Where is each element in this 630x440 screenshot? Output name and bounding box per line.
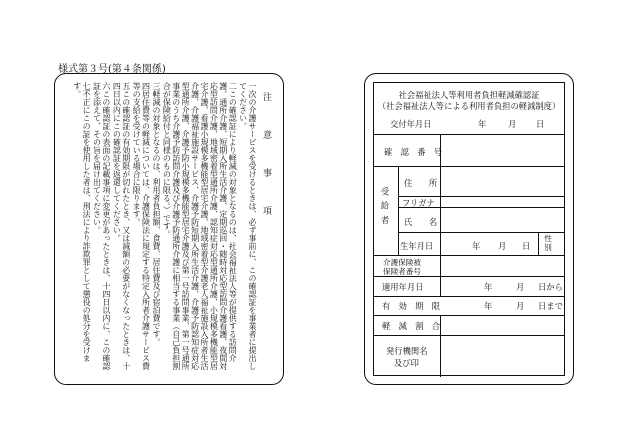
issuer-label-line1: 発行機関名 — [386, 346, 428, 356]
note-number: 七 — [82, 82, 92, 90]
note-item-7 — [72, 82, 91, 376]
note-number: 三 — [151, 82, 161, 90]
note-item-5 — [112, 82, 131, 376]
start-date-label: 適用年月日 — [382, 282, 424, 292]
issue-date-label: 交付年月日 — [390, 119, 432, 129]
issuer-label-line2: 及び印 — [394, 358, 419, 368]
note-number: 五 — [121, 82, 131, 90]
note-text: 軽減の対象となるのは、利用者負担額、食費、居住費及び宿泊費です。 — [151, 90, 161, 346]
note-number: 二 — [228, 82, 238, 90]
start-year-unit: 年 — [484, 282, 493, 292]
birth-day-unit: 日 — [522, 241, 531, 251]
name-label: 氏 名 — [404, 217, 438, 227]
note-item-4 — [132, 82, 151, 376]
furigana-label: フリガナ — [402, 198, 435, 208]
row-divider — [374, 315, 564, 316]
certificate-table — [373, 82, 565, 376]
row-divider — [374, 296, 564, 297]
note-number: 六 — [101, 82, 111, 90]
birth-year-unit: 年 — [472, 241, 481, 251]
column-divider — [440, 315, 441, 335]
column-divider — [440, 166, 441, 296]
issue-month-unit: 月 — [508, 119, 517, 129]
issue-year-unit: 年 — [478, 119, 487, 129]
row-divider — [374, 255, 564, 256]
row-divider — [398, 232, 564, 233]
birth-month-unit: 月 — [498, 241, 507, 251]
form-number-label: 様式第３号(第４条関係) — [58, 64, 166, 75]
birthdate-label: 生年月日 — [400, 241, 434, 251]
note-text: 居住費等の軽減については、介護保険法に規定する特定入所者介護サービス費等の支給を受けている場合に限ります。 — [132, 82, 151, 370]
issue-day-unit: 日 — [536, 119, 545, 129]
expiry-year-unit: 年 — [484, 301, 493, 311]
row-divider — [374, 166, 564, 167]
row-divider — [374, 335, 564, 336]
expiry-label: 有 効 期 限 — [382, 301, 441, 311]
note-item-2 — [162, 82, 237, 376]
note-item-3 — [152, 82, 161, 376]
note-text: この確認証の有効期限が切れたとき、又は減額の必要がなくなったときは、十四日以内にこの確認証を返還してください。 — [112, 82, 131, 370]
note-text: この確認証により軽減の対象となるのは、社会福祉法人等が提供する訪問介護、通所介護、短期入所生活介護、定期巡回・随時対応型訪問介護看護、夜間対応型訪問介護、地域密着型通所介護、認知症対応型通所介護、小規模多機能型居宅介護、看護小規模多機能型居宅介護、地域密着型介護老人福祉施設入所者生活介護、介護福祉施設サービス、介護予防短期入所生活介護、介護予防認知症対応型通所介護、介護予防小規模多機能型居宅介護及び第一号訪問事業、第一号通所事業のうち介護予防訪問介護及び介護予防通所介護に相当する事業（自己負担割合が保険給付と同様のものに限る。）です。 — [162, 82, 238, 370]
row-divider — [374, 134, 564, 135]
confirmation-number-label: 確 認 番 号 — [384, 147, 443, 157]
notes-card — [54, 73, 284, 385]
reduction-rate-label: 軽 減 割 合 — [382, 321, 441, 331]
column-divider — [440, 335, 441, 377]
insured-number-label-line1: 介護保険被 — [383, 258, 421, 267]
column-divider — [398, 166, 399, 255]
recipient-label: 受給者 — [380, 187, 390, 230]
sex-label: 性別 — [544, 234, 552, 252]
from-suffix: 日から — [538, 282, 563, 292]
note-text: この確認証の表面の記載事項に変更があったときは、十四日以内に、この確認証を添えて、その旨を届け出てください。 — [92, 82, 111, 370]
certificate-title: 社会福祉法人等利用者負担軽減確認証 — [398, 90, 540, 100]
note-number: 四 — [141, 82, 151, 90]
column-divider — [538, 232, 539, 255]
note-item-6 — [92, 82, 111, 376]
until-suffix: 日まで — [538, 301, 563, 311]
notes-body — [61, 82, 257, 376]
notes-title: 注 意 事 項 — [261, 92, 271, 225]
row-divider — [374, 276, 564, 277]
insured-number-label-line2: 保険者番号 — [383, 267, 421, 276]
address-label: 住 所 — [404, 178, 438, 188]
certificate-subtitle: （社会福祉法人等による利用者負担の軽減制度） — [377, 101, 561, 111]
expiry-month-unit: 月 — [516, 301, 525, 311]
note-text: 不正にこの証を使用した者は、刑法により詐欺罪として懲役の処分を受けます。 — [72, 82, 92, 362]
note-number: 一 — [248, 82, 257, 90]
start-month-unit: 月 — [516, 282, 525, 292]
note-text: 次の介護サービスを受けるときは、必ず事前に、この確認証を事業者に提出してください。 — [238, 82, 257, 370]
certificate-card — [364, 73, 574, 385]
note-item-1 — [238, 82, 257, 376]
